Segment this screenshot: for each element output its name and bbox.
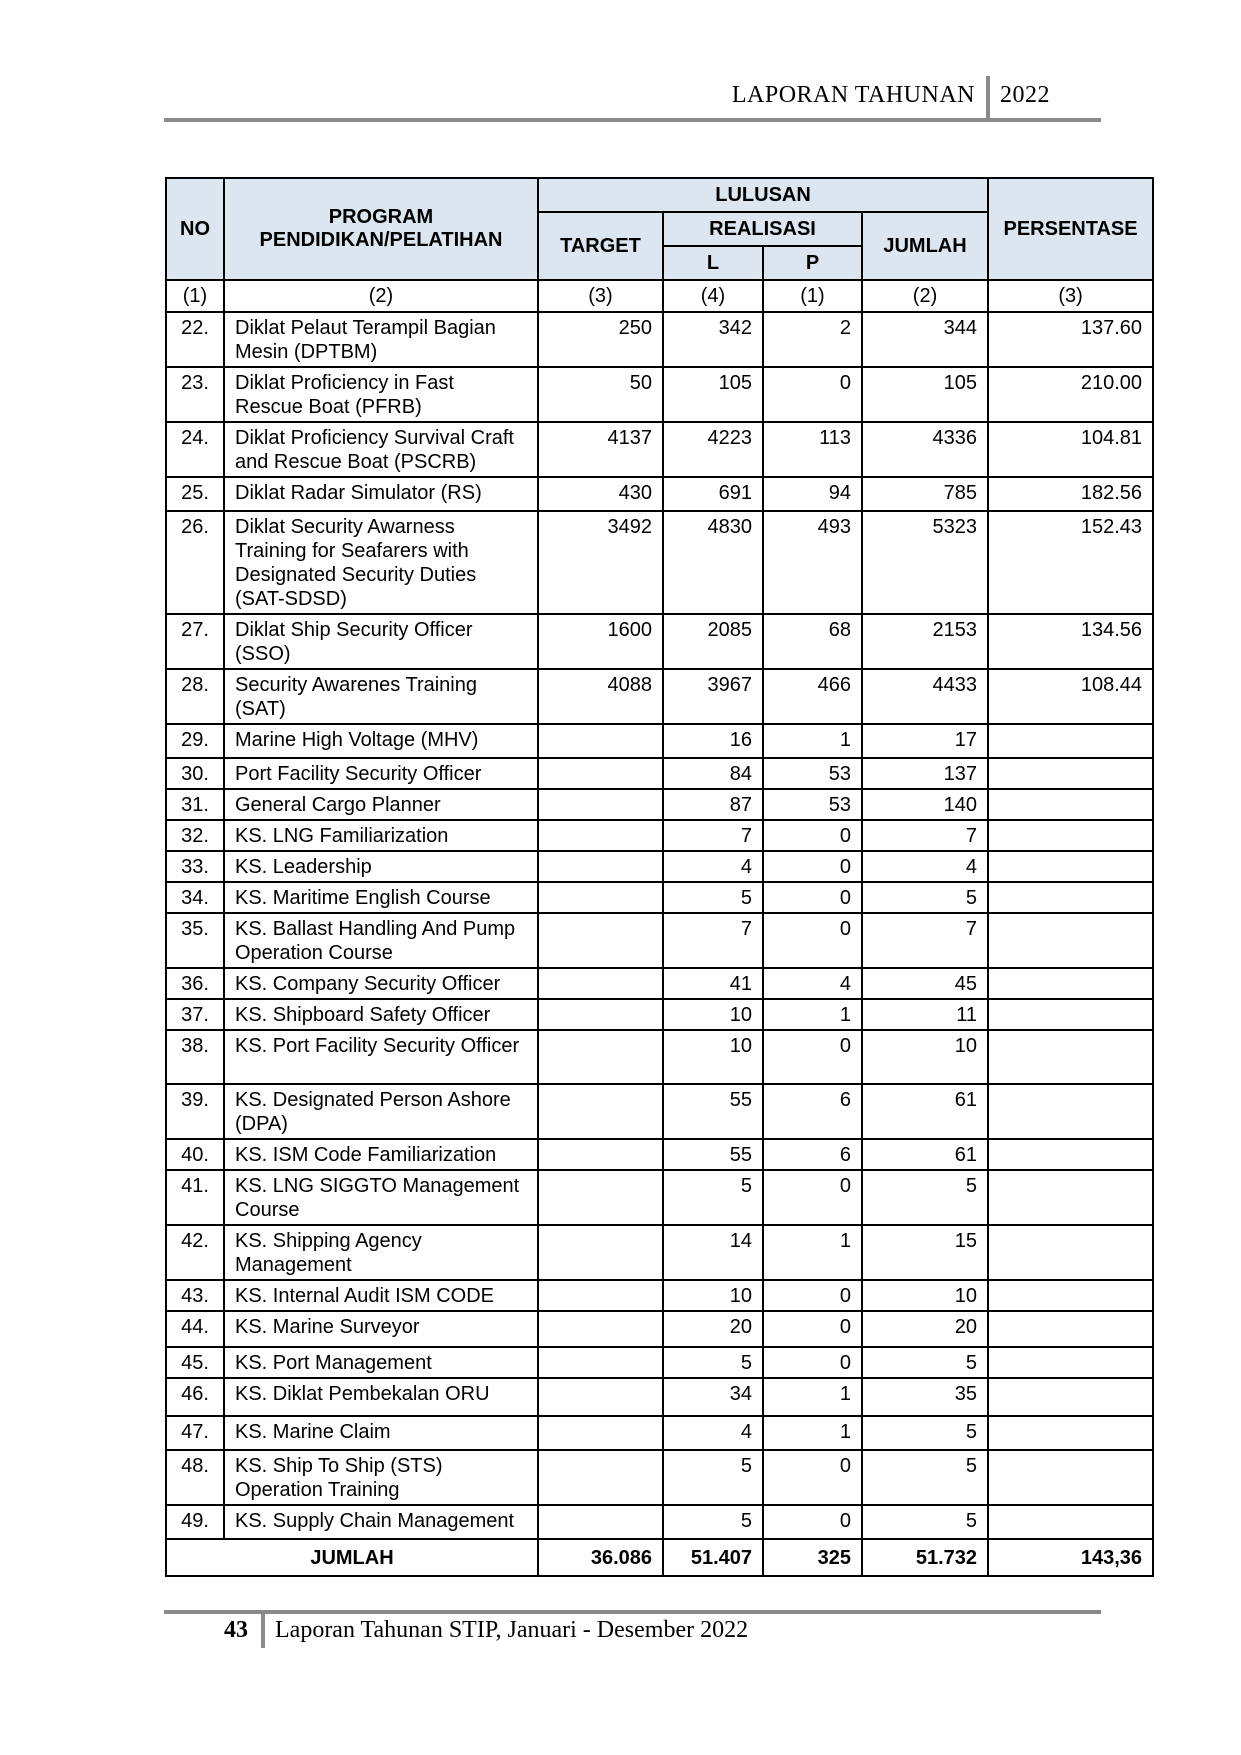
row-no: 41. — [166, 1170, 224, 1225]
table-row — [166, 968, 1153, 999]
row-l: 342 — [663, 312, 763, 367]
row-jumlah: 4433 — [862, 669, 988, 724]
row-target — [538, 820, 663, 851]
row-target — [538, 1347, 663, 1378]
header-lulusan: LULUSAN — [538, 178, 988, 212]
header-realisasi: REALISASI — [663, 212, 862, 246]
row-persentase: 152.43 — [988, 511, 1153, 614]
page-number: 43 — [224, 1617, 248, 1643]
index-cell: (3) — [988, 280, 1153, 312]
row-target — [538, 789, 663, 820]
row-no: 46. — [166, 1378, 224, 1416]
row-p: 94 — [763, 477, 862, 511]
row-persentase — [988, 1030, 1153, 1084]
row-l: 105 — [663, 367, 763, 422]
table-row — [166, 1347, 1153, 1378]
row-program: KS. Diklat Pembekalan ORU — [224, 1378, 538, 1416]
row-p: 493 — [763, 511, 862, 614]
row-jumlah: 17 — [862, 724, 988, 758]
row-persentase — [988, 968, 1153, 999]
row-p: 0 — [763, 851, 862, 882]
row-target — [538, 913, 663, 968]
row-no: 29. — [166, 724, 224, 758]
row-persentase — [988, 851, 1153, 882]
total-jumlah: 51.732 — [862, 1539, 988, 1576]
row-p: 0 — [763, 1450, 862, 1505]
row-l: 5 — [663, 1505, 763, 1539]
row-program: Diklat Security Awarness Training for Seafarers with Designated Security Duties (SAT-SDSD) — [224, 511, 538, 614]
footer-divider — [261, 1612, 265, 1648]
row-p: 1 — [763, 1225, 862, 1280]
row-program: KS. Port Facility Security Officer — [224, 1030, 538, 1084]
row-no: 40. — [166, 1139, 224, 1170]
row-l: 14 — [663, 1225, 763, 1280]
row-target — [538, 1084, 663, 1139]
table-row — [166, 614, 1153, 669]
row-target — [538, 851, 663, 882]
row-program: KS. Company Security Officer — [224, 968, 538, 999]
row-program: KS. ISM Code Familiarization — [224, 1139, 538, 1170]
row-no: 36. — [166, 968, 224, 999]
row-jumlah: 7 — [862, 913, 988, 968]
row-p: 0 — [763, 882, 862, 913]
row-persentase — [988, 1311, 1153, 1347]
row-no: 43. — [166, 1280, 224, 1311]
table-row — [166, 1311, 1153, 1347]
row-program: KS. Maritime English Course — [224, 882, 538, 913]
row-program: Diklat Ship Security Officer (SSO) — [224, 614, 538, 669]
row-program: KS. LNG SIGGTO Management Course — [224, 1170, 538, 1225]
row-l: 84 — [663, 758, 763, 789]
index-cell: (3) — [538, 280, 663, 312]
row-no: 27. — [166, 614, 224, 669]
table-row — [166, 367, 1153, 422]
row-target — [538, 999, 663, 1030]
table-row — [166, 1505, 1153, 1539]
table-row — [166, 724, 1153, 758]
row-persentase — [988, 1378, 1153, 1416]
row-target — [538, 1225, 663, 1280]
row-l: 55 — [663, 1084, 763, 1139]
row-no: 35. — [166, 913, 224, 968]
row-program: KS. LNG Familiarization — [224, 820, 538, 851]
row-persentase — [988, 1225, 1153, 1280]
table-row — [166, 477, 1153, 511]
row-jumlah: 785 — [862, 477, 988, 511]
index-cell: (2) — [862, 280, 988, 312]
row-persentase — [988, 999, 1153, 1030]
row-target — [538, 968, 663, 999]
row-jumlah: 5 — [862, 1416, 988, 1450]
row-program: KS. Marine Claim — [224, 1416, 538, 1450]
row-jumlah: 5 — [862, 1505, 988, 1539]
header-divider — [986, 76, 990, 120]
row-no: 32. — [166, 820, 224, 851]
row-l: 4223 — [663, 422, 763, 477]
table-row — [166, 913, 1153, 968]
row-persentase — [988, 1450, 1153, 1505]
row-no: 37. — [166, 999, 224, 1030]
row-program: Diklat Pelaut Terampil Bagian Mesin (DPTBM) — [224, 312, 538, 367]
row-p: 0 — [763, 1280, 862, 1311]
row-target — [538, 1280, 663, 1311]
row-no: 39. — [166, 1084, 224, 1139]
row-p: 53 — [763, 789, 862, 820]
row-l: 5 — [663, 1450, 763, 1505]
row-l: 34 — [663, 1378, 763, 1416]
row-persentase — [988, 789, 1153, 820]
row-target: 4137 — [538, 422, 663, 477]
row-p: 466 — [763, 669, 862, 724]
row-jumlah: 61 — [862, 1139, 988, 1170]
row-target — [538, 1139, 663, 1170]
row-target: 4088 — [538, 669, 663, 724]
row-target — [538, 1450, 663, 1505]
table-row — [166, 669, 1153, 724]
row-l: 4 — [663, 1416, 763, 1450]
row-l: 20 — [663, 1311, 763, 1347]
row-jumlah: 7 — [862, 820, 988, 851]
row-l: 10 — [663, 1280, 763, 1311]
row-target — [538, 1311, 663, 1347]
row-no: 49. — [166, 1505, 224, 1539]
row-target — [538, 882, 663, 913]
row-l: 7 — [663, 913, 763, 968]
row-l: 5 — [663, 1170, 763, 1225]
table-row — [166, 1030, 1153, 1084]
row-l: 16 — [663, 724, 763, 758]
row-jumlah: 10 — [862, 1280, 988, 1311]
row-l: 5 — [663, 1347, 763, 1378]
row-p: 0 — [763, 913, 862, 968]
row-no: 44. — [166, 1311, 224, 1347]
row-p: 1 — [763, 724, 862, 758]
row-jumlah: 5323 — [862, 511, 988, 614]
row-jumlah: 5 — [862, 1347, 988, 1378]
row-p: 0 — [763, 367, 862, 422]
row-target — [538, 724, 663, 758]
row-l: 4830 — [663, 511, 763, 614]
total-target: 36.086 — [538, 1539, 663, 1576]
row-no: 34. — [166, 882, 224, 913]
row-jumlah: 4 — [862, 851, 988, 882]
row-program: KS. Designated Person Ashore (DPA) — [224, 1084, 538, 1139]
header-target: TARGET — [538, 212, 663, 280]
row-persentase: 182.56 — [988, 477, 1153, 511]
total-row — [166, 1539, 1153, 1576]
row-jumlah: 137 — [862, 758, 988, 789]
header-title: LAPORAN TAHUNAN — [731, 82, 975, 108]
table-row — [166, 1139, 1153, 1170]
row-jumlah: 10 — [862, 1030, 988, 1084]
table-row — [166, 789, 1153, 820]
row-l: 41 — [663, 968, 763, 999]
row-p: 0 — [763, 1170, 862, 1225]
row-no: 47. — [166, 1416, 224, 1450]
index-cell: (1) — [763, 280, 862, 312]
row-target — [538, 1505, 663, 1539]
table-row — [166, 1378, 1153, 1416]
row-no: 28. — [166, 669, 224, 724]
row-p: 0 — [763, 820, 862, 851]
index-cell: (4) — [663, 280, 763, 312]
row-target — [538, 1416, 663, 1450]
row-l: 2085 — [663, 614, 763, 669]
row-program: Diklat Proficiency Survival Craft and Rescue Boat (PSCRB) — [224, 422, 538, 477]
row-p: 0 — [763, 1311, 862, 1347]
row-p: 6 — [763, 1139, 862, 1170]
header-program: PROGRAM PENDIDIKAN/PELATIHAN — [224, 178, 538, 280]
table-row — [166, 758, 1153, 789]
row-no: 26. — [166, 511, 224, 614]
row-persentase — [988, 1505, 1153, 1539]
table-row — [166, 851, 1153, 882]
row-program: KS. Supply Chain Management — [224, 1505, 538, 1539]
row-p: 1 — [763, 999, 862, 1030]
footer-text: Laporan Tahunan STIP, Januari - Desember 2022 — [275, 1617, 749, 1643]
row-jumlah: 344 — [862, 312, 988, 367]
row-persentase: 134.56 — [988, 614, 1153, 669]
table-row — [166, 882, 1153, 913]
row-program: KS. Port Management — [224, 1347, 538, 1378]
total-l: 51.407 — [663, 1539, 763, 1576]
row-l: 87 — [663, 789, 763, 820]
row-no: 48. — [166, 1450, 224, 1505]
row-persentase: 137.60 — [988, 312, 1153, 367]
row-jumlah: 140 — [862, 789, 988, 820]
row-p: 2 — [763, 312, 862, 367]
row-program: KS. Internal Audit ISM CODE — [224, 1280, 538, 1311]
row-l: 10 — [663, 1030, 763, 1084]
graduates-table — [165, 177, 1154, 1577]
row-no: 33. — [166, 851, 224, 882]
table-body — [166, 280, 1153, 1539]
row-l: 7 — [663, 820, 763, 851]
row-program: Diklat Radar Simulator (RS) — [224, 477, 538, 511]
row-target — [538, 1030, 663, 1084]
row-l: 3967 — [663, 669, 763, 724]
row-no: 42. — [166, 1225, 224, 1280]
row-no: 30. — [166, 758, 224, 789]
footer-rule — [164, 1610, 1101, 1614]
row-persentase: 108.44 — [988, 669, 1153, 724]
row-persentase: 210.00 — [988, 367, 1153, 422]
table-row — [166, 1170, 1153, 1225]
row-persentase — [988, 1139, 1153, 1170]
row-p: 68 — [763, 614, 862, 669]
row-target — [538, 1378, 663, 1416]
row-program: KS. Ballast Handling And Pump Operation Course — [224, 913, 538, 968]
row-p: 0 — [763, 1347, 862, 1378]
row-l: 10 — [663, 999, 763, 1030]
header-year: 2022 — [1000, 82, 1050, 108]
row-p: 1 — [763, 1378, 862, 1416]
row-persentase — [988, 1416, 1153, 1450]
total-p: 325 — [763, 1539, 862, 1576]
table-row — [166, 1280, 1153, 1311]
table-header — [166, 178, 1153, 280]
row-jumlah: 4336 — [862, 422, 988, 477]
row-no: 23. — [166, 367, 224, 422]
row-jumlah: 2153 — [862, 614, 988, 669]
row-jumlah: 20 — [862, 1311, 988, 1347]
header-no: NO — [166, 178, 224, 280]
header-jumlah: JUMLAH — [862, 212, 988, 280]
row-l: 691 — [663, 477, 763, 511]
header-p: P — [763, 246, 862, 280]
row-target: 50 — [538, 367, 663, 422]
row-target — [538, 758, 663, 789]
row-jumlah: 45 — [862, 968, 988, 999]
row-persentase — [988, 820, 1153, 851]
total-persentase: 143,36 — [988, 1539, 1153, 1576]
row-jumlah: 5 — [862, 1170, 988, 1225]
row-program: Diklat Proficiency in Fast Rescue Boat (PFRB) — [224, 367, 538, 422]
row-no: 22. — [166, 312, 224, 367]
row-persentase — [988, 1347, 1153, 1378]
row-jumlah: 5 — [862, 882, 988, 913]
row-no: 38. — [166, 1030, 224, 1084]
row-jumlah: 105 — [862, 367, 988, 422]
row-no: 45. — [166, 1347, 224, 1378]
row-persentase — [988, 1170, 1153, 1225]
column-index-row — [166, 280, 1153, 312]
table-row — [166, 1450, 1153, 1505]
row-jumlah: 35 — [862, 1378, 988, 1416]
header-l: L — [663, 246, 763, 280]
row-l: 5 — [663, 882, 763, 913]
row-program: General Cargo Planner — [224, 789, 538, 820]
row-program: KS. Leadership — [224, 851, 538, 882]
row-program: Security Awarenes Training (SAT) — [224, 669, 538, 724]
row-program: KS. Ship To Ship (STS) Operation Training — [224, 1450, 538, 1505]
row-no: 24. — [166, 422, 224, 477]
table-row — [166, 1416, 1153, 1450]
row-no: 31. — [166, 789, 224, 820]
table-row — [166, 312, 1153, 367]
row-persentase — [988, 1280, 1153, 1311]
table-row — [166, 1084, 1153, 1139]
row-persentase — [988, 758, 1153, 789]
row-persentase: 104.81 — [988, 422, 1153, 477]
row-l: 4 — [663, 851, 763, 882]
header-persentase: PERSENTASE — [988, 178, 1153, 280]
total-label: JUMLAH — [166, 1539, 538, 1576]
row-program: KS. Marine Surveyor — [224, 1311, 538, 1347]
row-target: 1600 — [538, 614, 663, 669]
row-p: 0 — [763, 1030, 862, 1084]
row-program: Port Facility Security Officer — [224, 758, 538, 789]
row-persentase — [988, 724, 1153, 758]
row-program: KS. Shipboard Safety Officer — [224, 999, 538, 1030]
row-target — [538, 1170, 663, 1225]
row-target: 430 — [538, 477, 663, 511]
header-rule — [164, 118, 1101, 122]
table-row — [166, 511, 1153, 614]
table-row — [166, 820, 1153, 851]
row-jumlah: 5 — [862, 1450, 988, 1505]
row-jumlah: 11 — [862, 999, 988, 1030]
index-cell: (1) — [166, 280, 224, 312]
table-row — [166, 1225, 1153, 1280]
row-l: 55 — [663, 1139, 763, 1170]
row-jumlah: 61 — [862, 1084, 988, 1139]
row-p: 0 — [763, 1505, 862, 1539]
row-p: 4 — [763, 968, 862, 999]
page-header — [0, 76, 1241, 124]
row-persentase — [988, 1084, 1153, 1139]
table-row — [166, 999, 1153, 1030]
row-no: 25. — [166, 477, 224, 511]
row-program: KS. Shipping Agency Management — [224, 1225, 538, 1280]
row-jumlah: 15 — [862, 1225, 988, 1280]
row-program: Marine High Voltage (MHV) — [224, 724, 538, 758]
row-target: 3492 — [538, 511, 663, 614]
row-persentase — [988, 913, 1153, 968]
row-p: 6 — [763, 1084, 862, 1139]
row-persentase — [988, 882, 1153, 913]
row-target: 250 — [538, 312, 663, 367]
row-p: 1 — [763, 1416, 862, 1450]
row-p: 53 — [763, 758, 862, 789]
row-p: 113 — [763, 422, 862, 477]
index-cell: (2) — [224, 280, 538, 312]
table-row — [166, 422, 1153, 477]
